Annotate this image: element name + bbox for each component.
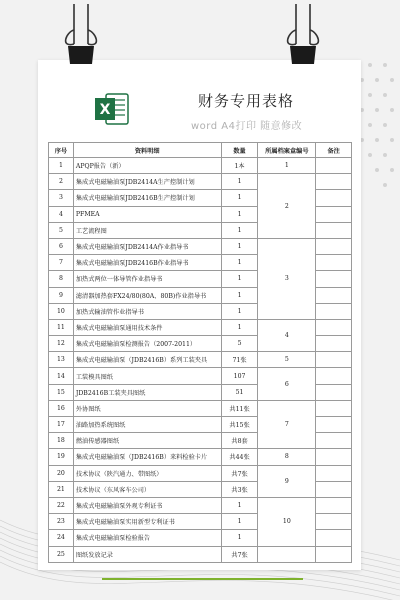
remark-cell [316,158,352,174]
item-name: 集成式电磁输油泵JDB2414A作业指导书 [73,238,221,254]
item-name: 工装模具图纸 [73,368,221,384]
item-quantity: 共7张 [221,546,258,562]
row-number: 25 [49,546,74,562]
remark-cell [316,449,352,465]
item-name: 工艺流程图 [73,222,221,238]
page-subtitle: word A4打印 随意修改 [191,121,303,132]
row-number: 13 [49,352,74,368]
binder-clip-right [286,2,320,72]
remark-cell [316,400,352,416]
document-page [38,60,361,570]
item-name: JDB2416B工装夹具图纸 [73,384,221,400]
footer-accent-bar [102,578,303,580]
item-quantity: 共15张 [221,417,258,433]
item-name: 外协图纸 [73,400,221,416]
row-number: 20 [49,465,74,481]
table-body [49,158,352,563]
remark-cell [316,190,352,206]
item-quantity: 共8套 [221,433,258,449]
row-number: 21 [49,481,74,497]
box-number: 3 [258,238,316,319]
table-row [49,546,352,562]
item-name: 集成式电磁输油泵（JDB2416B）来料检验卡片 [73,449,221,465]
item-name: 加热式输油管作业指导书 [73,303,221,319]
item-name: 图纸发放记录 [73,546,221,562]
box-number: 1 [258,158,316,174]
page-title: 财务专用表格 [198,92,295,110]
box-number: 8 [258,449,316,465]
row-number: 24 [49,530,74,546]
remark-cell [316,497,352,513]
remark-cell [316,336,352,352]
remark-cell [316,206,352,222]
item-quantity: 1 [221,206,258,222]
item-name: 技术协议（陕汽通力、带图纸） [73,465,221,481]
item-name: 集成式电磁输油泵JDB2414A生产控制计划 [73,174,221,190]
item-name: 油路加热系统图纸 [73,417,221,433]
box-number: 6 [258,368,316,400]
item-quantity: 共44张 [221,449,258,465]
row-number: 14 [49,368,74,384]
remark-cell [316,238,352,254]
row-number: 16 [49,400,74,416]
row-number: 19 [49,449,74,465]
row-number: 18 [49,433,74,449]
remark-cell [316,465,352,481]
row-number: 22 [49,497,74,513]
box-number: 5 [258,352,316,368]
remark-cell [316,481,352,497]
item-quantity: 107 [221,368,258,384]
item-quantity: 51 [221,384,258,400]
header-qty: 数量 [221,143,258,158]
remark-cell [316,319,352,335]
archive-table [48,142,352,563]
row-number: 2 [49,174,74,190]
row-number: 5 [49,222,74,238]
item-name: 集成式电磁输油泵检测报告（2007-2011） [73,336,221,352]
logo-letter: X [99,102,111,118]
item-name: 集成式电磁输油泵通用技术条件 [73,319,221,335]
header-item: 资料明细 [73,143,221,158]
remark-cell [316,222,352,238]
item-quantity: 5 [221,336,258,352]
remark-cell [316,514,352,530]
box-number [258,546,316,562]
item-quantity: 1 [221,174,258,190]
remark-cell [316,384,352,400]
row-number: 17 [49,417,74,433]
table-row [49,158,352,174]
item-name: 加热式两位一体导管作业指导书 [73,271,221,287]
table-row [49,449,352,465]
row-number: 9 [49,287,74,303]
item-quantity: 共11张 [221,400,258,416]
header-remark: 备注 [316,143,352,158]
box-number: 7 [258,400,316,449]
item-quantity: 1 [221,514,258,530]
row-number: 7 [49,255,74,271]
box-number: 10 [258,497,316,546]
remark-cell [316,530,352,546]
remark-cell [316,417,352,433]
table-row [49,174,352,190]
item-quantity: 1 [221,255,258,271]
row-number: 4 [49,206,74,222]
row-number: 3 [49,190,74,206]
item-quantity: 1 [221,271,258,287]
row-number: 10 [49,303,74,319]
row-number: 1 [49,158,74,174]
remark-cell [316,303,352,319]
table-row [49,400,352,416]
item-quantity: 1 [221,222,258,238]
table-row [49,238,352,254]
remark-cell [316,368,352,384]
header-no: 序号 [49,143,74,158]
item-quantity: 1 [221,319,258,335]
row-number: 6 [49,238,74,254]
item-name: PFMEA [73,206,221,222]
table-row [49,352,352,368]
item-quantity: 共3张 [221,481,258,497]
remark-cell [316,352,352,368]
item-name: 技术协议（东风客车公司） [73,481,221,497]
remark-cell [316,433,352,449]
table-row [49,319,352,335]
row-number: 15 [49,384,74,400]
box-number: 4 [258,319,316,351]
row-number: 8 [49,271,74,287]
row-number: 12 [49,336,74,352]
header-box: 所属档案盒编号 [258,143,316,158]
table-row [49,465,352,481]
table-header-row [49,143,352,158]
item-name: 集成式电磁输油泵外观专利证书 [73,497,221,513]
item-quantity: 1 [221,303,258,319]
row-number: 23 [49,514,74,530]
item-name: 燃油传感器图纸 [73,433,221,449]
remark-cell [316,546,352,562]
item-quantity: 共7张 [221,465,258,481]
binder-clip-left [64,2,98,72]
item-name: 滤清器加热套FX24/80(80A、80B)作业指导书 [73,287,221,303]
row-number: 11 [49,319,74,335]
box-number: 2 [258,174,316,239]
table-row [49,368,352,384]
item-quantity: 1 [221,190,258,206]
document-header [38,60,361,140]
item-quantity: 1 [221,238,258,254]
item-name: 集成式电磁输油泵检验报告 [73,530,221,546]
item-name: 集成式电磁输油泵（JDB2416B）系列工装夹具 [73,352,221,368]
item-name: 集成式电磁输油泵JDB2416B作业指导书 [73,255,221,271]
item-quantity: 1 [221,497,258,513]
item-name: APQP报告（新） [73,158,221,174]
remark-cell [316,271,352,287]
item-name: 集成式电磁输油泵实用新型专利证书 [73,514,221,530]
item-quantity: 1本 [221,158,258,174]
remark-cell [316,287,352,303]
box-number: 9 [258,465,316,497]
item-name: 集成式电磁输油泵JDB2416B生产控制计划 [73,190,221,206]
item-quantity: 71张 [221,352,258,368]
remark-cell [316,255,352,271]
item-quantity: 1 [221,287,258,303]
item-quantity: 1 [221,530,258,546]
remark-cell [316,174,352,190]
excel-logo-icon [94,90,130,128]
table-row [49,497,352,513]
